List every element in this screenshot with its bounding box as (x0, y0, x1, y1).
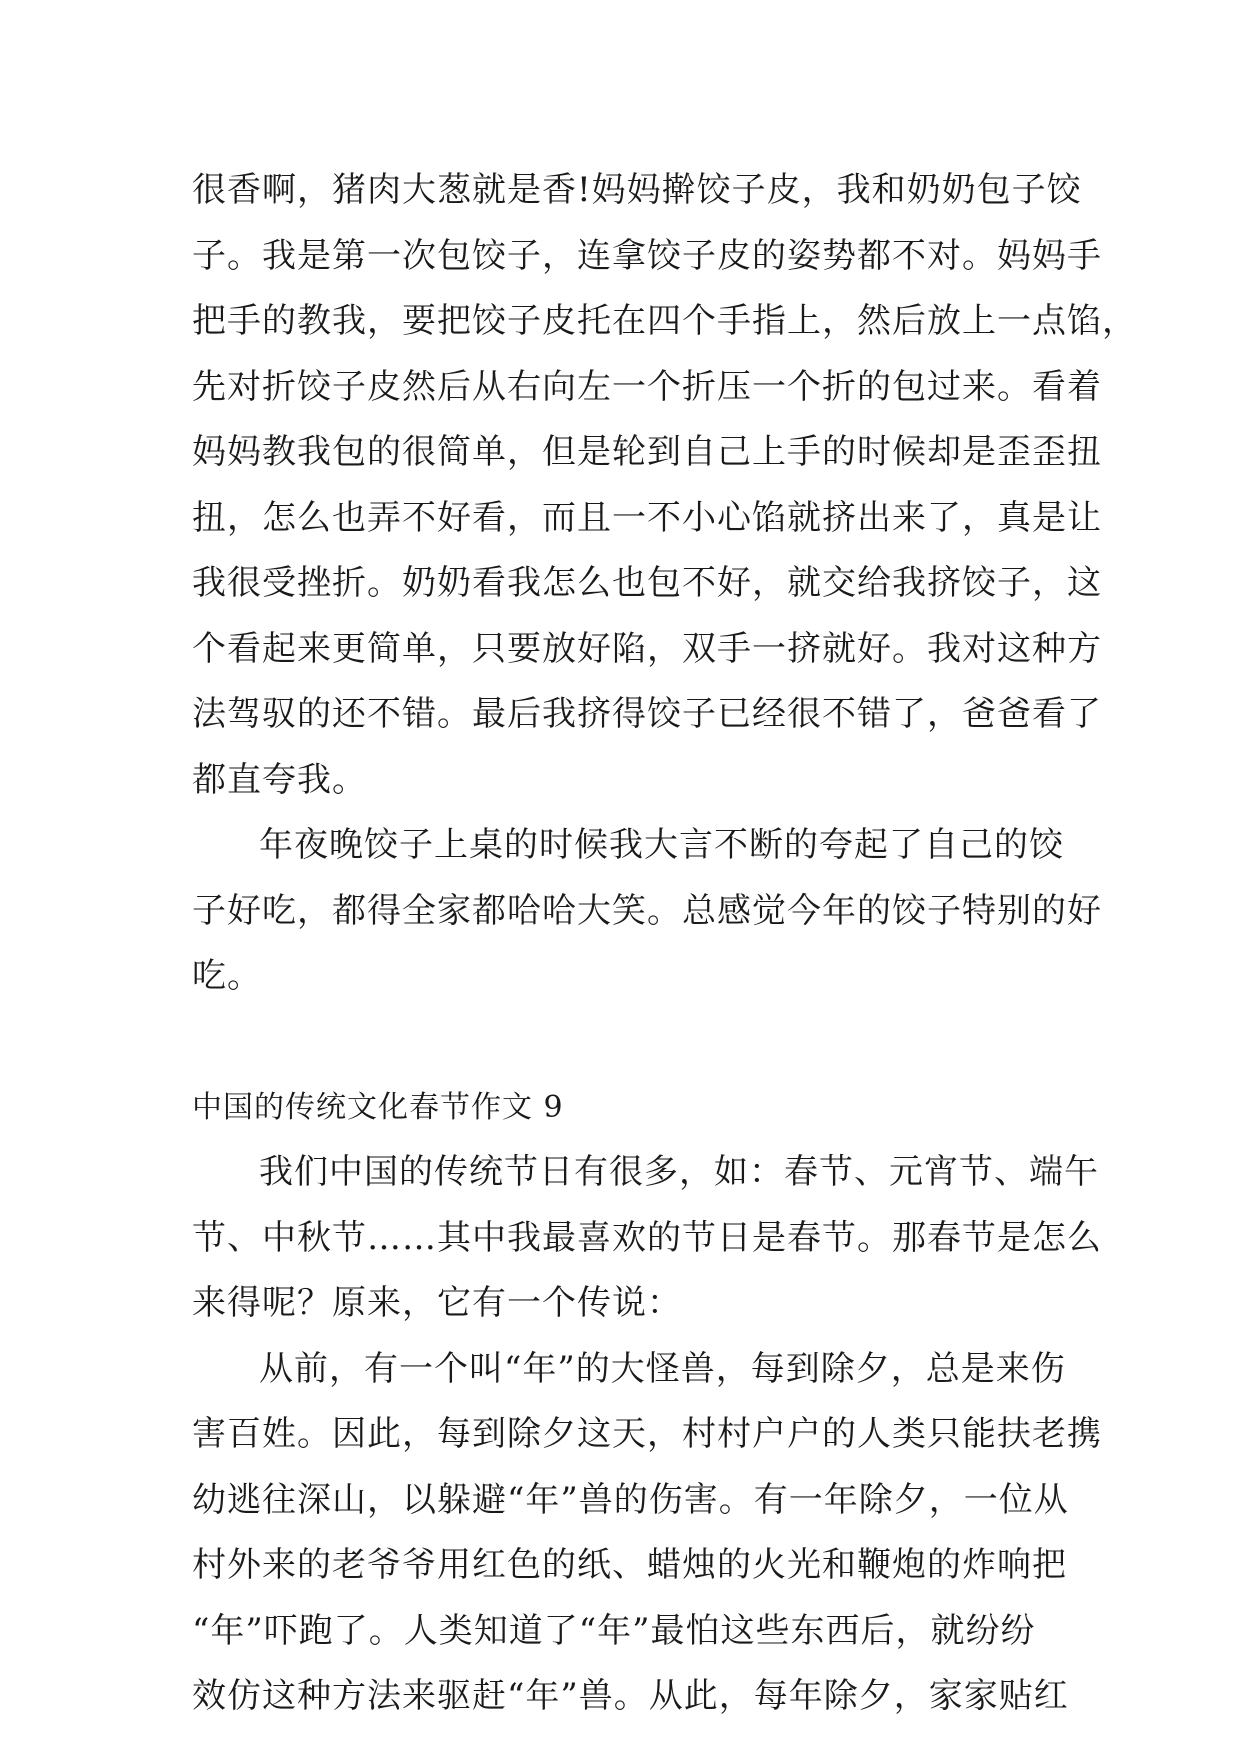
text-line: “年”吓跑了。人类知道了“年”最怕这些东西后，就纷纷 (192, 1610, 1036, 1651)
text-line: 效仿这种方法来驱赶“年”兽。从此，每年除夕，家家贴红 (192, 1676, 1069, 1716)
text-line: 把手的教我，要把饺子皮托在四个手指上，然后放上一点馅， (192, 301, 1137, 341)
text-line: 子好吃，都得全家都哈哈大笑。总感觉今年的饺子特别的好 (192, 890, 1102, 931)
document-body (192, 158, 1137, 1730)
paragraph (192, 813, 1102, 1010)
text-line: 先对折饺子皮然后从右向左一个折压一个折的包过来。看着 (192, 366, 1102, 407)
text-line: 节、中秋节……其中我最喜欢的节日是春节。那春节是怎么 (192, 1217, 1102, 1258)
text-line: 吃。 (192, 956, 262, 996)
text-line: 我很受挫折。奶奶看我怎么也包不好，就交给我挤饺子，这 (192, 563, 1102, 603)
text-line: 从前，有一个叫“年”的大怪兽，每到除夕，总是来伤 (259, 1348, 1066, 1389)
text-line: 都直夸我。 (192, 759, 367, 800)
text-line: 村外来的老爷爷用红色的纸、蜡烛的火光和鞭炮的炸响把 (192, 1545, 1067, 1585)
text-line: 害百姓。因此，每到除夕这天，村村户户的人类只能扶老携 (192, 1414, 1102, 1454)
text-line: 很香啊，猪肉大葱就是香!妈妈擀饺子皮，我和奶奶包子饺 (192, 170, 1082, 210)
text-line: 来得呢？原来，它有一个传说： (192, 1283, 682, 1323)
text-line: 扭，怎么也弄不好看，而且一不小心馅就挤出来了，真是让 (192, 497, 1102, 538)
text-line: 我们中国的传统节日有很多，如：春节、元宵节、端午 (259, 1152, 1099, 1192)
section-title: 中国的传统文化春节作文 9 (192, 1089, 564, 1125)
paragraph (192, 1140, 1102, 1337)
paragraph (192, 1337, 1102, 1730)
blank-line (192, 1010, 1052, 1075)
text-line: 个看起来更简单，只要放好陷，双手一挤就好。我对这种方 (192, 628, 1102, 669)
text-line: 年夜晚饺子上桌的时候我大言不断的夸起了自己的饺 (259, 825, 1064, 865)
text-line: 妈妈教我包的很简单，但是轮到自己上手的时候却是歪歪扭 (192, 432, 1102, 472)
text-line: 幼逃往深山，以躲避“年”兽的伤害。有一年除夕，一位从 (192, 1479, 1069, 1520)
text-line: 子。我是第一次包饺子，连拿饺子皮的姿势都不对。妈妈手 (192, 235, 1102, 276)
paragraph (192, 158, 1137, 813)
text-line: 法驾驭的还不错。最后我挤得饺子已经很不错了，爸爸看了 (192, 694, 1102, 734)
